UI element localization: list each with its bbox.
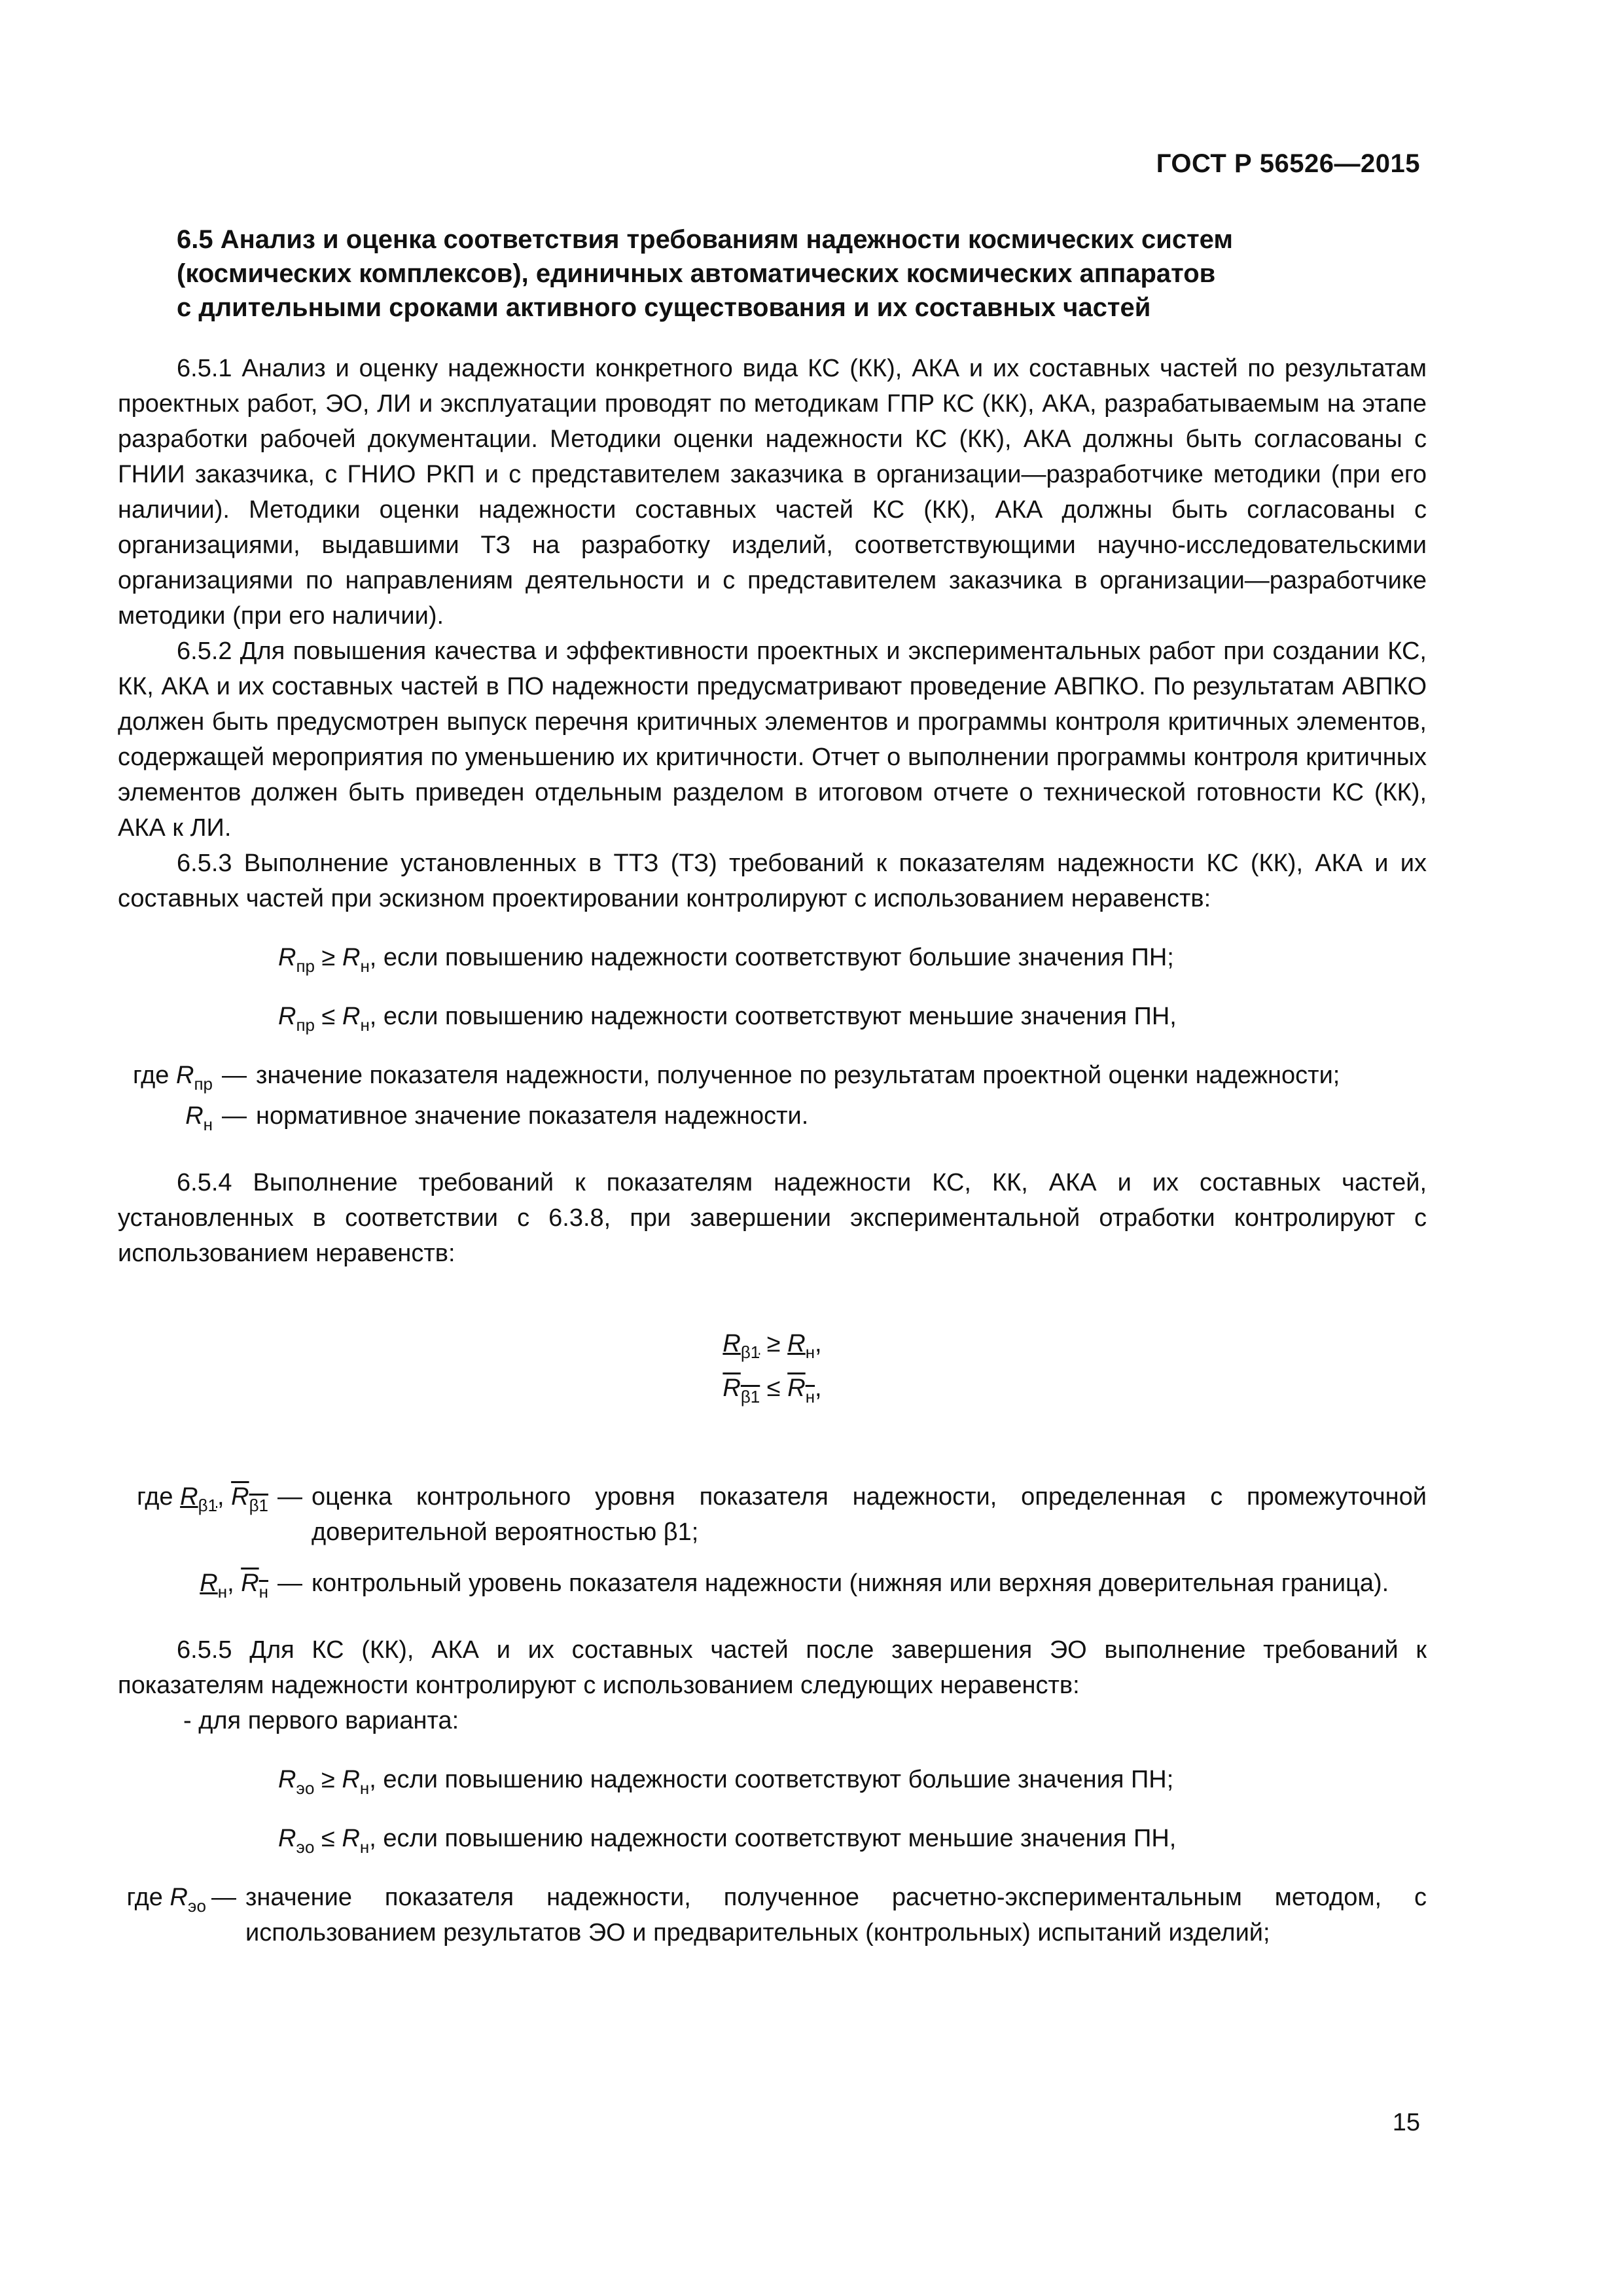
formula-rb1-ge-rn: $R_{\beta 1} \ge R_н$,: [722, 1330, 822, 1362]
formula-rpr-ge-rn: $R_{пр} \ge R_н$, если повышению надежности соответствуют большие значения ПН;: [278, 944, 1174, 976]
standard-designation: ГОСТ Р 56526—2015: [1156, 149, 1420, 178]
paragraph-6-5-1: 6.5.1 Анализ и оценку надежности конкретного вида КС (КК), АКА и их составных частей по результатам проектных работ, ЭО, ЛИ и эксплуатации проводят по методикам ГПР КС (КК), АКА, разрабатываемым на этапе разработки рабочей документации. Методики оценки надежности КС (КК), АКА должны быть согласованы с ГНИИ заказчика, с ГНИО РКП и с представителем заказчика в организации—разработчике методики (при его наличии). Методики оценки надежности составных частей КС (КК), АКА должны быть согласованы с организациями, выдавшими ТЗ на разработку изделий, соответствующими научно-исследовательскими организациями по направлениям деятельности и с представителем заказчика в организации—разработчике методики (при его наличии).: [118, 355, 1427, 630]
legend-reo: где $R_{эо}$ — значение показателя надежности, полученное расчетно-экспериментальным методом, с использованием результатов ЭО и предварительных (контрольных) испытаний изделий;: [118, 1880, 1427, 1950]
formula-rpr-le-rn: $R_{пр} \le R_н$, если повышению надежности соответствуют меньшие значения ПН,: [278, 1003, 1177, 1035]
formula-reo-le-rn: $R_{эо} \le R_н$, если повышению надежности соответствуют меньшие значения ПН,: [278, 1825, 1177, 1857]
paragraph-6-5-4: 6.5.4 Выполнение требований к показателям надежности КС, КК, АКА и их составных частей, установленных в соответствии с 6.3.8, при завершении экспериментальной отработки контролируют с использованием неравенств:: [118, 1169, 1427, 1267]
legend-rb1-text: оценка контрольного уровня показателя надежности, определенная с промежуточной доверительной вероятностью β1;: [312, 1483, 1427, 1546]
section-title: [118, 223, 1427, 325]
legend-rpr: где $R_{пр}$ — значение показателя надежности, полученное по результатам проектной оценки надежности;: [118, 1058, 1427, 1093]
legend-reo-text: значение показателя надежности, полученное расчетно-экспериментальным методом, с использованием результатов ЭО и предварительных (контрольных) испытаний изделий;: [245, 1884, 1427, 1946]
paragraph-6-5-3: 6.5.3 Выполнение установленных в ТТЗ (ТЗ) требований к показателям надежности КС (КК), АКА и их составных частей при эскизном проектировании контролируют с использованием неравенств:: [118, 850, 1427, 912]
section-title-line: 6.5 Анализ и оценка соответствия требованиям надежности космических систем: [177, 225, 1233, 254]
formula-reo-ge-rn: $R_{эо} \ge R_н$, если повышению надежности соответствуют большие значения ПН;: [278, 1766, 1174, 1798]
legend-rn-control: $R_н$, $R_н$ — контрольный уровень показателя надежности (нижняя или верхняя доверительная граница).: [118, 1566, 1427, 1601]
page-content: [118, 223, 1427, 1956]
page-number: 15: [1392, 2109, 1420, 2136]
paragraph-6-5-5: 6.5.5 Для КС (КК), АКА и их составных частей после завершения ЭО выполнение требований к показателям надежности контролируют с использованием следующих неравенств:: [118, 1636, 1427, 1699]
paragraph-6-5-2: 6.5.2 Для повышения качества и эффективности проектных и экспериментальных работ при создании КС, КК, АКА и их составных частей в ПО надежности предусматривают проведение АВПКО. По результатам АВПКО должен быть предусмотрен выпуск перечня критичных элементов и программы контроля критичных элементов, содержащей мероприятия по уменьшению их критичности. Отчет о выполнении программы контроля критичных элементов должен быть приведен отдельным разделом в итоговом отчете о технической готовности КС (КК), АКА к ЛИ.: [118, 637, 1427, 842]
section-title-line: (космических комплексов), единичных автоматических космических аппаратов: [177, 259, 1216, 288]
section-title-line: с длительными сроками активного существования и их составных частей: [177, 293, 1151, 322]
formula-rb1-le-rn: $R_{\beta 1} \le R_н$,: [722, 1374, 822, 1407]
list-item-first-variant: - для первого варианта:: [183, 1707, 459, 1734]
legend-rn-control-text: контрольный уровень показателя надежности (нижняя или верхняя доверительная граница).: [312, 1570, 1389, 1597]
legend-rn: $R_н$ — нормативное значение показателя надежности.: [118, 1098, 1427, 1134]
legend-rb1: где $R_{\beta 1}$, $R_{\beta 1}$ — оценка контрольного уровня показателя надежности, определенная с промежуточной доверительной вероятностью β1;: [118, 1479, 1427, 1550]
legend-rpr-text: значение показателя надежности, полученное по результатам проектной оценки надежности;: [256, 1062, 1340, 1089]
legend-rn-text: нормативное значение показателя надежности.: [256, 1102, 809, 1130]
